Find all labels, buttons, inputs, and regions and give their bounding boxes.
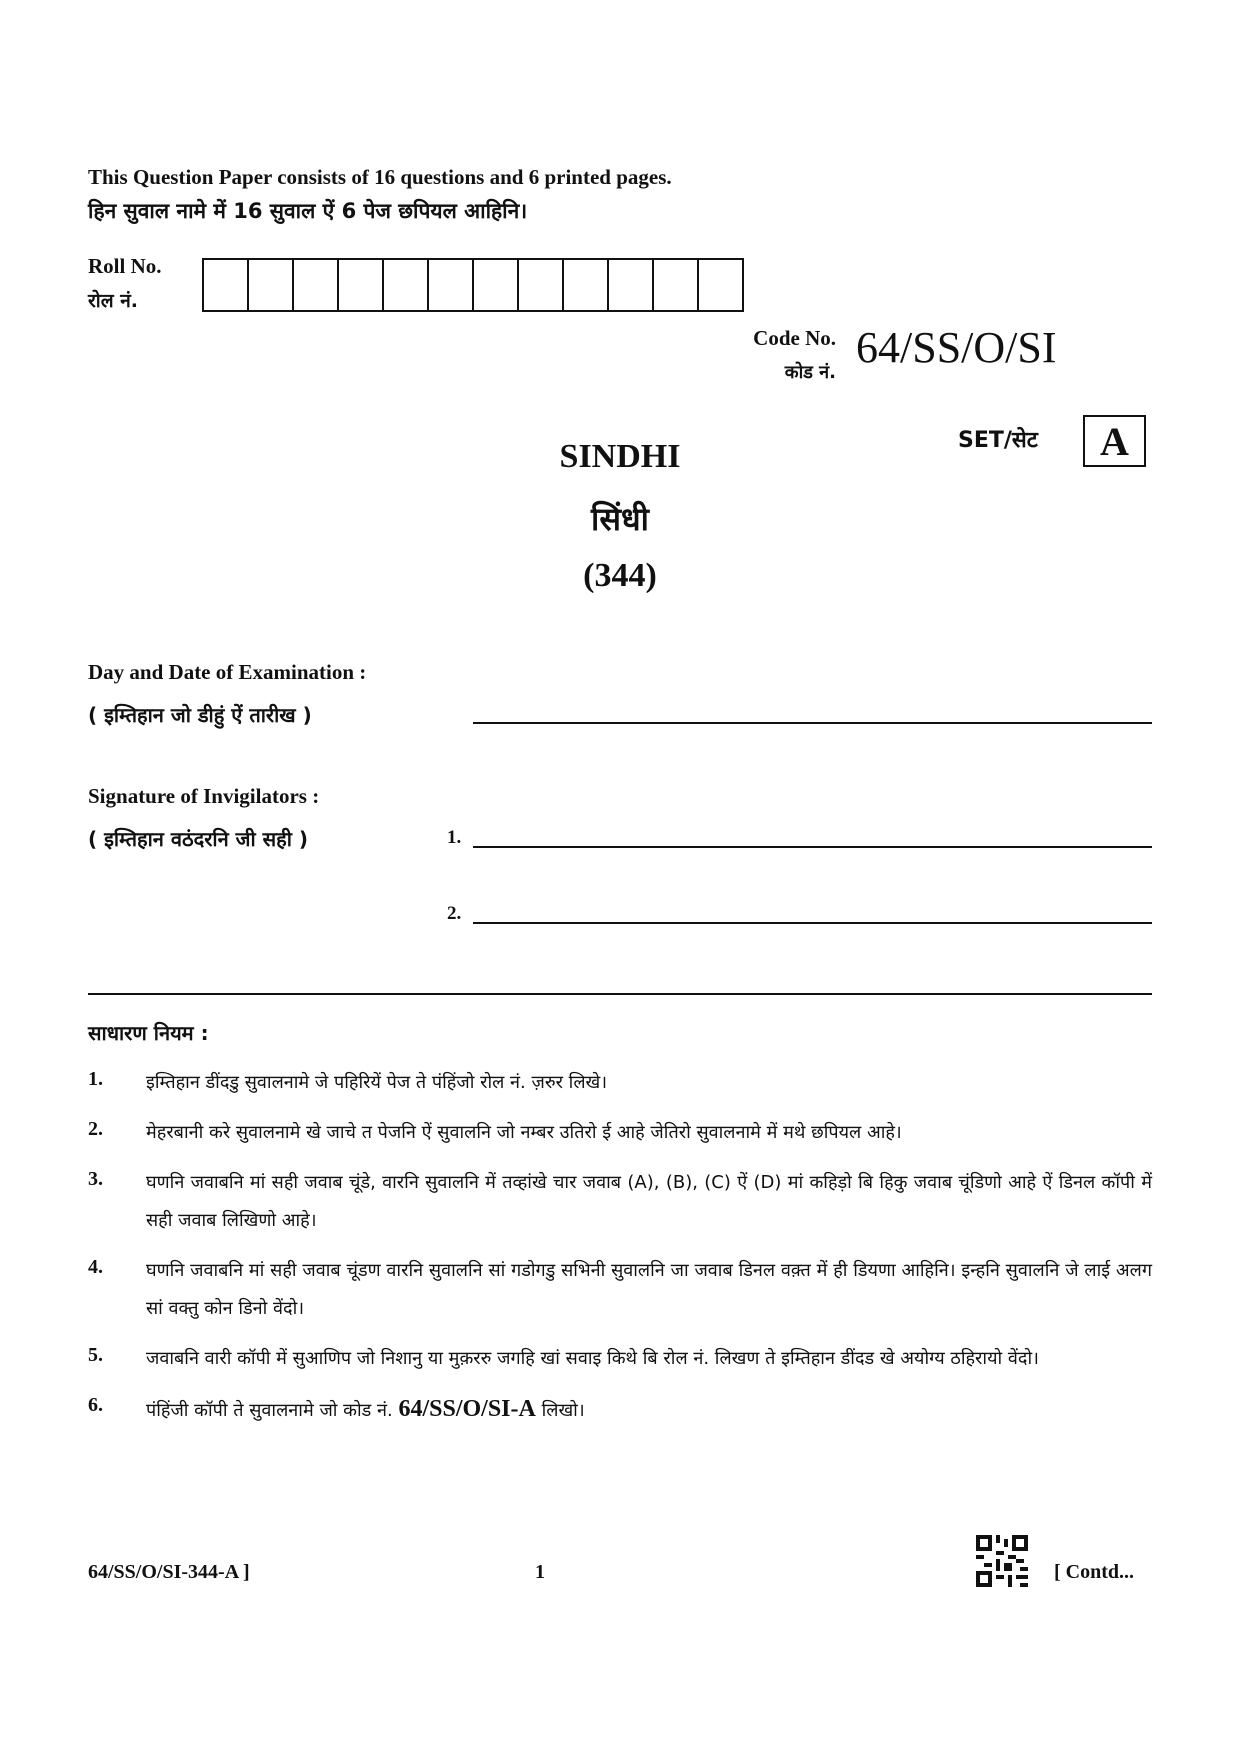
roll-digit-box[interactable]	[654, 260, 699, 310]
continued-marker: [ Contd...	[1054, 1561, 1135, 1583]
subject-code: (344)	[583, 557, 657, 594]
question-count-note-hi: हिन सुवाल नामे में 16 सुवाल ऐं 6 पेज छपियल आहिनि।	[88, 199, 528, 223]
code-label-en: Code No.	[753, 326, 836, 350]
question-count-note-en: This Question Paper consists of 16 questions and 6 printed pages.	[88, 165, 672, 189]
exam-date-label-en: Day and Date of Examination :	[88, 660, 367, 684]
roll-digit-box[interactable]	[339, 260, 384, 310]
rule-text: जवाबनि वारी कॉपी में सुआणिप जो निशानु या मुक़ररु जगहि खां सवाइ किथे बि रोल नं. लिखण ते इम्तिहान डींदड खे अयोग्य ठहिरायो वेंदो।	[146, 1348, 1039, 1369]
invigilator-label-hi: ( इम्तिहान वठंदरनि जी सही )	[88, 827, 309, 851]
rule-item	[88, 1114, 1152, 1152]
roll-digit-box[interactable]	[609, 260, 654, 310]
rule-item	[88, 1252, 1152, 1328]
invigilator-1-number: 1.	[447, 827, 462, 848]
roll-digit-box[interactable]	[519, 260, 564, 310]
page-number: 1	[535, 1561, 545, 1583]
section-divider	[88, 993, 1152, 995]
invigilator-label-en: Signature of Invigilators :	[88, 784, 320, 808]
code-label-hi: कोड नं.	[784, 362, 836, 383]
roll-digit-box[interactable]	[384, 260, 429, 310]
rule-number: 4.	[88, 1256, 103, 1278]
roll-digit-box[interactable]	[294, 260, 339, 310]
rule-item	[88, 1164, 1152, 1240]
set-label: SET/सेट	[958, 428, 1038, 453]
qr-code-icon	[976, 1535, 1028, 1587]
exam-date-line[interactable]	[473, 722, 1152, 724]
general-rules-heading: साधारण नियम :	[88, 1021, 209, 1045]
roll-label-en: Roll No.	[88, 254, 162, 278]
invigilator-2-signature-line[interactable]	[473, 922, 1152, 924]
paper-code: 64/SS/O/SI	[856, 323, 1057, 372]
rule-item	[88, 1390, 1152, 1430]
exam-date-label-hi: ( इम्तिहान जो डीहुं ऐं तारीख )	[88, 703, 312, 727]
rule-text-before-code: पंहिंजी कॉपी ते सुवालनामे जो कोड नं.	[146, 1400, 393, 1421]
roll-digit-box[interactable]	[429, 260, 474, 310]
set-value-box: A	[1083, 415, 1146, 467]
footer-paper-code: 64/SS/O/SI-344-A ]	[88, 1561, 250, 1583]
roll-digit-box[interactable]	[474, 260, 519, 310]
rule-text: मेहरबानी करे सुवालनामे खे जाचे त पेजनि ऐं सुवालनि जो नम्बर उतिरो ई आहे जेतिरो सुवालनामे में मथे छपियल आहे।	[146, 1122, 902, 1143]
general-rules-list	[88, 1064, 1152, 1442]
rule-number: 1.	[88, 1068, 103, 1090]
rule-number: 3.	[88, 1168, 103, 1190]
invigilator-1-signature-line[interactable]	[473, 846, 1152, 848]
rule-item	[88, 1340, 1152, 1378]
roll-number-boxes[interactable]	[202, 258, 744, 312]
roll-digit-box[interactable]	[564, 260, 609, 310]
rule-text: घणनि जवाबनि मां सही जवाब चूंडे, वारनि सुवालनि में तव्हांखे चार जवाब (A), (B), (C) ऐं (D) मां कहिड़ो बि हिकु जवाब चूंडिणो आहे ऐं डिनल कॉपी में सही जवाब लिखिणो आहे।	[146, 1172, 1152, 1231]
rule-number: 6.	[88, 1394, 103, 1416]
subject-title-hi: सिंधी	[591, 500, 649, 538]
rule-text	[146, 1390, 1152, 1430]
rule-number: 2.	[88, 1118, 103, 1140]
rule-item	[88, 1064, 1152, 1102]
roll-digit-box[interactable]	[249, 260, 294, 310]
rule-text: इम्तिहान डींदडु सुवालनामे जे पहिरियें पेज ते पंहिंजो रोल नं. ज़रुर लिखे।	[146, 1072, 608, 1093]
roll-digit-box[interactable]	[699, 260, 744, 310]
rule-number: 5.	[88, 1344, 103, 1366]
rule-inline-code: 64/SS/O/SI-A	[398, 1396, 536, 1422]
roll-label-hi: रोल नं.	[88, 290, 138, 312]
rule-text-after-code: लिखो।	[541, 1400, 585, 1421]
roll-digit-box[interactable]	[204, 260, 249, 310]
invigilator-2-number: 2.	[447, 903, 462, 924]
subject-title-en: SINDHI	[559, 438, 681, 475]
rule-text: घणनि जवाबनि मां सही जवाब चूंडण वारनि सुवालनि सां गडोगडु सभिनी सुवालनि जा जवाब डिनल वक़्त में ही डियणा आहिनि। इन्हनि सुवालनि जे लाई अलग सां वक्तु कोन डिनो वेंदो।	[146, 1260, 1152, 1319]
